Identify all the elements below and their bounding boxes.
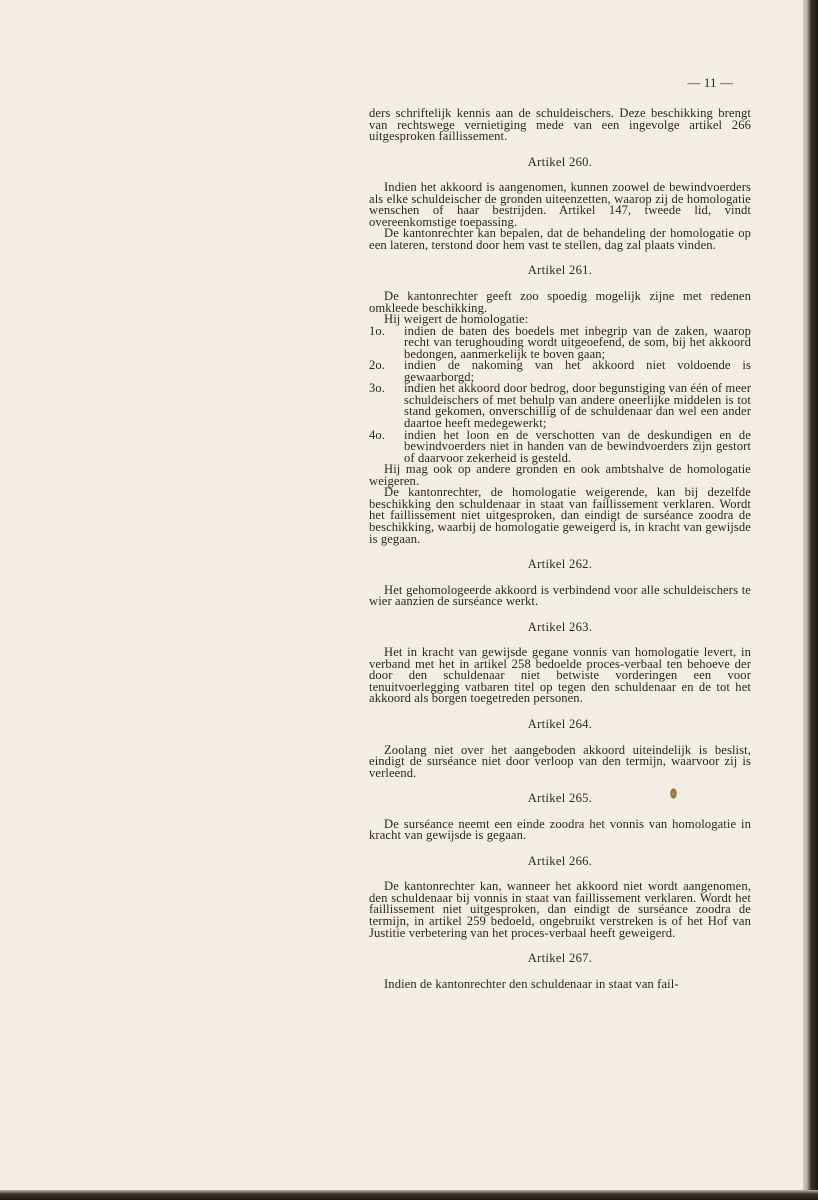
article-261-paragraph-3: Hij mag ook op andere gronden en ook ambtshalve de homologatie weigeren. bbox=[369, 462, 751, 488]
list-item-number: 4o. bbox=[369, 427, 386, 442]
list-item bbox=[369, 383, 751, 429]
list-item-number: 2o. bbox=[369, 358, 386, 373]
article-260-heading: Artikel 260. bbox=[527, 154, 593, 169]
list-item bbox=[369, 360, 751, 383]
list-item-number: 3o. bbox=[369, 381, 386, 396]
article-260-paragraph-1: Indien het akkoord is aangenomen, kunnen zoowel de bewindvoerders als elke schuldeischer de gronden uiteenzetten, waarop zij de homologatie wenschen of haar bestrijden. Artikel 147, tweede lid, vindt overeenkomstige toepassing. bbox=[369, 180, 751, 229]
list-item-text: indien de nakoming van het akkoord niet voldoende is gewaarborgd; bbox=[404, 358, 751, 384]
refusal-grounds-list bbox=[369, 323, 751, 465]
list-item-number: 1o. bbox=[369, 323, 386, 338]
page-number: — 11 — bbox=[687, 75, 733, 90]
article-266-heading: Artikel 266. bbox=[527, 853, 593, 868]
article-261-paragraph-4: De kantonrechter, de homologatie weigerende, kan bij dezelfde beschikking den schuldenaar in staat van faillissement verklaren. Wordt het faillissement niet uitgesproken, dan eindigt de surséance zoodra de beschikking, waarbij de homologatie geweigerd is, in kracht van gewijsde is gegaan. bbox=[369, 485, 751, 546]
article-261-heading: Artikel 261. bbox=[527, 263, 593, 278]
article-267-heading: Artikel 267. bbox=[527, 951, 593, 966]
paper-speck bbox=[670, 788, 677, 799]
list-item-text: indien het loon en de verschotten van de deskundigen en de bewindvoerders niet in handen van de bewindvoerders zijn gestort of daarvoor zekerheid is gesteld. bbox=[404, 427, 751, 465]
list-item bbox=[369, 323, 751, 361]
intro-paragraph: ders schriftelijk kennis aan de schuldeischers. Deze beschikking brengt van rechtswege vernietiging mede van een ingevolge artikel 266 uitgesproken faillissement. bbox=[369, 106, 751, 144]
page-text bbox=[369, 76, 751, 990]
article-265-paragraph-1: De surséance neemt een einde zoodra het vonnis van homologatie in kracht van gewijsde is gegaan. bbox=[369, 816, 751, 843]
list-item-text: indien het akkoord door bedrog, door begunstiging van één of meer schuldeischers of met behulp van andere oneerlijke middelen is tot stand gekomen, onverschillig of de schuldenaar dan wel een ander daartoe heeft medegewerkt; bbox=[404, 381, 751, 431]
article-262-heading: Artikel 262. bbox=[527, 557, 593, 572]
page-edge-bottom bbox=[0, 1190, 818, 1200]
list-item-text: indien de baten des boedels met inbegrip van de zaken, waarop recht van terughouding wordt uitgeoefend, de som, bij het akkoord bedongen, aanmerkelijk te boven gaan; bbox=[404, 323, 751, 361]
page-edge-right bbox=[803, 0, 818, 1200]
article-264-paragraph-1: Zoolang niet over het aangeboden akkoord uiteindelijk is beslist, eindigt de surséance niet door verloop van den termijn, waarvoor zij is verleend. bbox=[369, 742, 751, 780]
list-item bbox=[369, 427, 751, 465]
article-260-paragraph-2: De kantonrechter kan bepalen, dat de behandeling der homologatie op een lateren, terstond door hem vast te stellen, dag zal plaats vinden. bbox=[369, 226, 751, 252]
article-264-heading: Artikel 264. bbox=[527, 716, 593, 731]
article-261-paragraph-2: Hij weigert de homologatie: bbox=[384, 312, 529, 327]
article-263-paragraph-1: Het in kracht van gewijsde gegane vonnis van homologatie levert, in verband met het in artikel 258 bedoelde proces-verbaal ten behoeve der door den schuldenaar niet betwiste vorderingen een voor tenuitvoerlegging vatbaren titel op tegen den schuldenaar en de tot het akkoord als borgen toegetreden personen. bbox=[369, 645, 751, 706]
article-262-paragraph-1: Het gehomologeerde akkoord is verbindend voor alle schuldeischers te wier aanzien de surséance werkt. bbox=[369, 582, 751, 609]
article-261-paragraph-1: De kantonrechter geeft zoo spoedig mogelijk zijne met redenen omkleede beschikking. bbox=[369, 289, 751, 315]
article-266-paragraph-1: De kantonrechter kan, wanneer het akkoord niet wordt aangenomen, den schuldenaar bij vonnis in staat van faillissement verklaren. Wordt het faillissement niet uitgesproken, dan eindigt de surséance zoodra de termijn, in artikel 259 bedoeld, ongebruikt verstreken is of het Hof van Justitie verbetering van het proces-verbaal heeft geweigerd. bbox=[369, 879, 751, 940]
article-267-paragraph-1: Indien de kantonrechter den schuldenaar in staat van fail- bbox=[384, 976, 679, 991]
article-263-heading: Artikel 263. bbox=[527, 619, 593, 634]
article-265-heading: Artikel 265. bbox=[527, 791, 593, 806]
